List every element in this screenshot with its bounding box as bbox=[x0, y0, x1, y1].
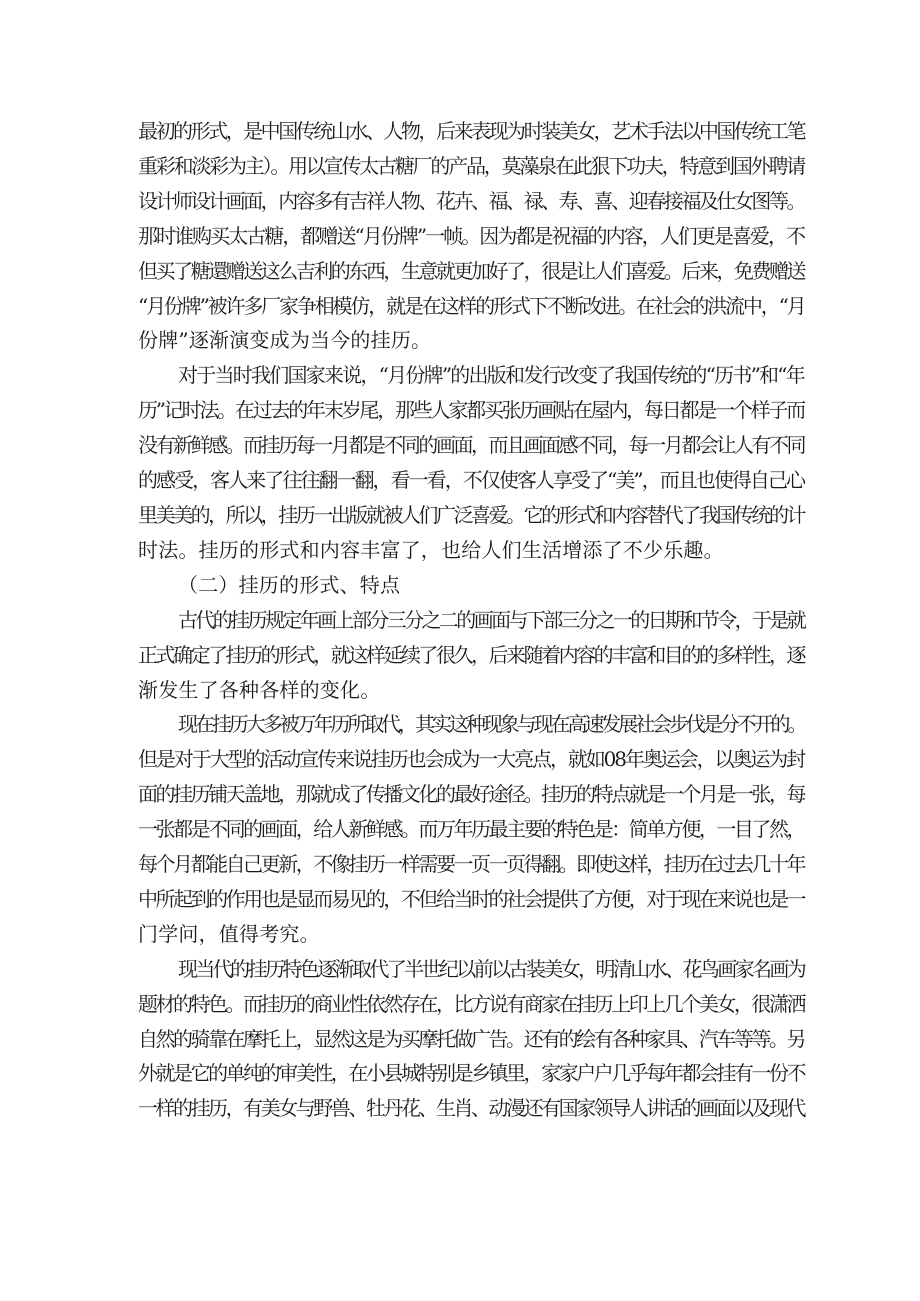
text-line: 中所起到的作用也是显而易见的，不但给当时的社会提供了方便，对于现在来说也是一 bbox=[138, 886, 804, 911]
text-line: 的感受，客人来了往往翻一翻，看一看，不仅使客人享受了“美”，而且也使得自己心 bbox=[138, 468, 805, 493]
text-line: 但买了糖還赠送这么吉利的东西，生意就更加好了，很是让人们喜爱。后来，免费赠送 bbox=[138, 258, 804, 283]
text-line: 渐发生了各种各样的变化。 bbox=[138, 677, 381, 702]
text-line: 没有新鲜感。而挂历每一月都是不同的画面，而且画面感不同，每一月都会让人有不同 bbox=[138, 433, 804, 458]
text-line: 对于当时我们国家来说，“月份牌”的出版和发行改变了我国传统的“历书”和“年 bbox=[178, 363, 804, 388]
text-line: 但是对于大型的活动宣传来说挂历也会成为一大亮点，就如08年奥运会，以奥运为封 bbox=[138, 747, 805, 772]
text-line: 最初的形式，是中国传统山水、人物，后来表现为时装美女，艺术手法以中国传统工笔 bbox=[138, 119, 804, 143]
text-line: 重彩和淡彩为主）。用以宣传太古糖厂的产品，莫藻泉在此狠下功夫，特意到国外聘请 bbox=[138, 153, 804, 178]
section-heading-text: （二）挂历的形式、特点 bbox=[178, 572, 401, 597]
text-line: 现在挂历大多被万年历所取代，其实这种现象与现在高速发展社会步伐是分不开的。 bbox=[178, 712, 805, 737]
text-line: 面的挂历铺天盖地，那就成了传播文化的最好途径。挂历的特点就是一个月是一张，每 bbox=[138, 782, 804, 807]
text-line: 一样的挂历，有美女与野兽、牡丹花、生肖、动漫还有国家领导人讲话的画面以及现代 bbox=[138, 1096, 804, 1121]
text-line: 门学问，值得考究。 bbox=[138, 921, 320, 946]
text-line: 里美美的，所以，挂历一出版就被人们广泛喜爱。它的形式和内容替代了我国传统的计 bbox=[138, 502, 804, 527]
section-heading bbox=[138, 568, 804, 603]
text-line: 现当代的挂历特色逐渐取代了半世纪以前以古装美女，明清山水、花鸟画家名画为 bbox=[178, 956, 805, 981]
text-line: 外就是它的单纯的审美性，在小县城特别是乡镇里，家家户户几乎每年都会挂有一份不 bbox=[138, 1061, 804, 1086]
text-line: 那时谁购买太古糖，都赠送“月份牌”一帧。因为都是祝福的内容，人们更是喜爱，不 bbox=[138, 223, 805, 248]
text-line: 时法。挂历的形式和内容丰富了，也给人们生活增添了不少乐趣。 bbox=[138, 537, 724, 562]
text-line: 古代的挂历规定年画上部分三分之二的画面与下部三分之一的日期和节令，于是就 bbox=[178, 607, 805, 632]
paragraph-4 bbox=[138, 707, 804, 951]
paragraph-2 bbox=[138, 358, 804, 567]
text-line: 自然的骑靠在摩托上，显然这是为买摩托做广告。还有的绘有各种家具、汽车等等。另 bbox=[138, 1026, 804, 1051]
document-body bbox=[138, 114, 804, 1126]
text-line: “月份牌”被许多厂家争相模仿，就是在这样的形式下不断改进。在社会的洪流中，“月 bbox=[138, 293, 805, 318]
paragraph-5 bbox=[138, 952, 804, 1127]
text-line: 设计师设计画面，内容多有吉祥人物、花卉、福、禄、寿、喜、迎春接福及仕女图等。 bbox=[138, 188, 804, 213]
paragraph-3 bbox=[138, 603, 804, 708]
text-line: 历”记时法。在过去的年末岁尾，那些人家都买张历画贴在屋内，每日都是一个样子而 bbox=[138, 398, 804, 423]
paragraph-1 bbox=[138, 114, 804, 358]
text-line: 一张都是不同的画面，给人新鲜感。而万年历最主要的特色是：简单方便，一目了然， bbox=[138, 817, 804, 842]
text-line: 题材的特色。而挂历的商业性依然存在，比方说有商家在挂历上印上几个美女，很潇洒 bbox=[138, 991, 804, 1016]
text-line: 每个月都能自己更新，不像挂历一样需要一页一页得翻。即使这样，挂历在过去几十年 bbox=[138, 852, 804, 877]
text-line: 份牌”逐渐演变成为当今的挂历。 bbox=[138, 328, 432, 353]
text-line: 正式确定了挂历的形式，就这样延续了很久，后来随着内容的丰富和目的的多样性，逐 bbox=[138, 642, 804, 667]
